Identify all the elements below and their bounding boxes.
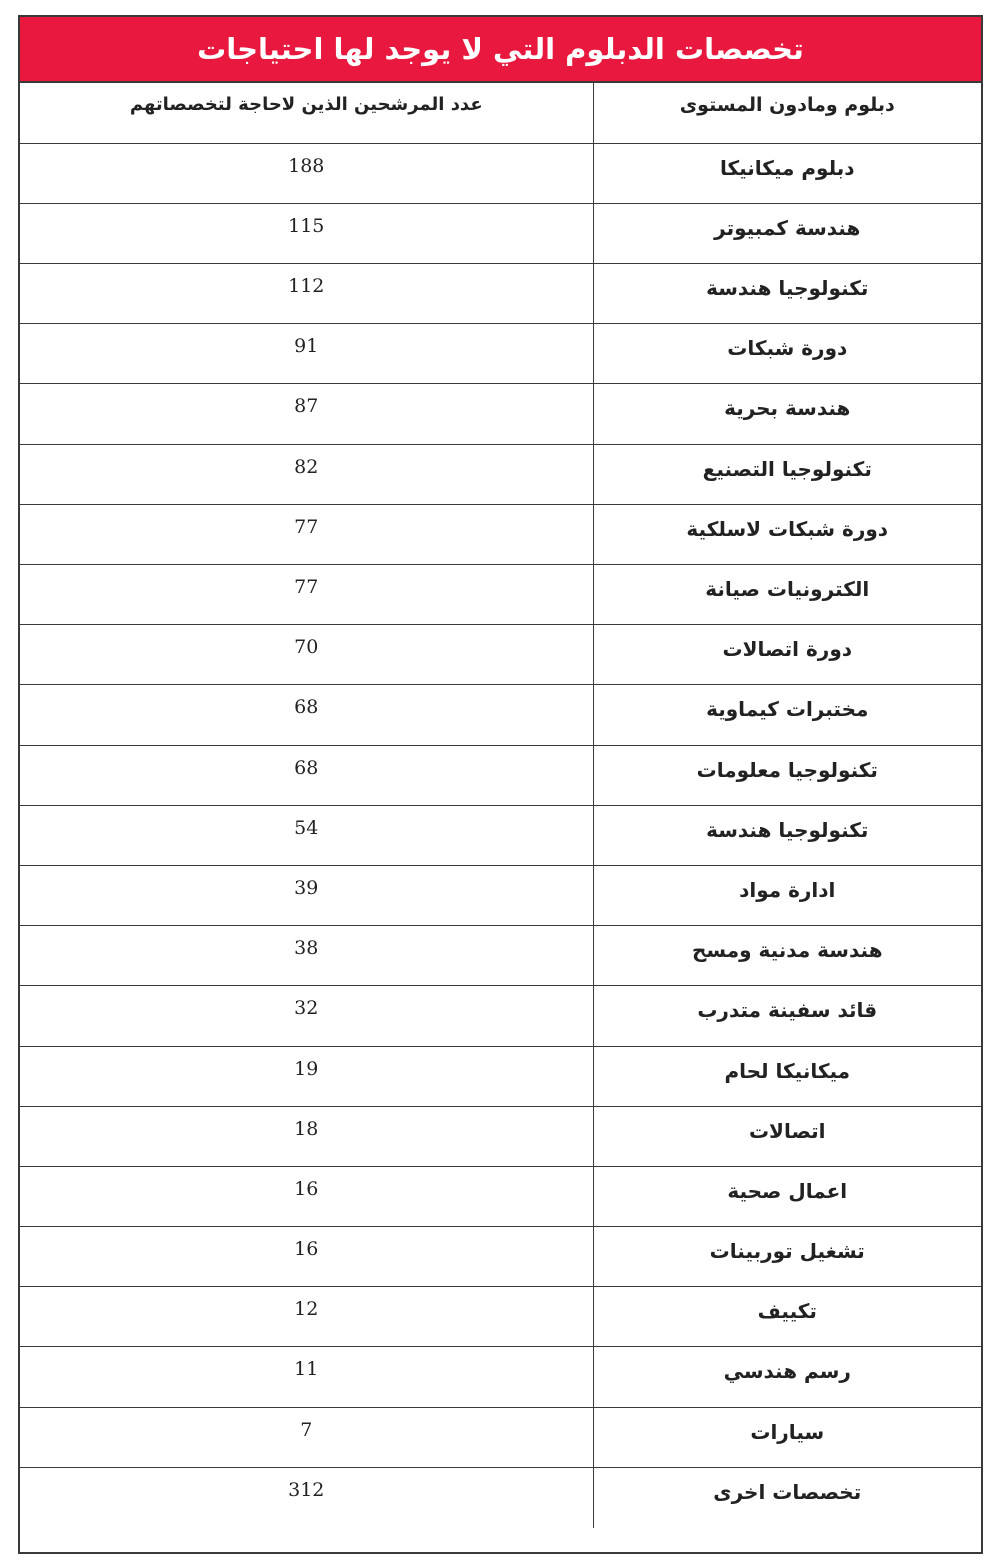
row-name-cell: اتصالات [593,1106,981,1166]
row-name-cell: ميكانيكا لحام [593,1046,981,1106]
table-row [20,805,981,865]
row-name-cell: مختبرات كيماوية [593,685,981,745]
table-row [20,444,981,504]
row-count-cell: 70 [20,625,593,685]
row-name-cell: سيارات [593,1407,981,1467]
table-row [20,143,981,203]
row-name-cell: هندسة مدنية ومسح [593,926,981,986]
table-body [20,83,981,1528]
row-count-cell: 82 [20,444,593,504]
row-name-cell: الكترونيات صيانة [593,565,981,625]
table-row [20,264,981,324]
row-name-cell: هندسة كمبيوتر [593,203,981,263]
table-row [20,384,981,444]
table-row [20,504,981,564]
row-name-cell: تكنولوجيا التصنيع [593,444,981,504]
table-row [20,1046,981,1106]
data-table [20,83,981,1528]
row-count-cell: 54 [20,805,593,865]
count-column-header: عدد المرشحين الذين لاحاجة لتخصصاتهم [20,83,593,143]
row-count-cell: 16 [20,1227,593,1287]
row-name-cell: هندسة بحرية [593,384,981,444]
row-count-cell: 87 [20,384,593,444]
row-count-cell: 39 [20,865,593,925]
row-count-cell: 115 [20,203,593,263]
header-row [20,83,981,143]
name-column-header: دبلوم ومادون المستوى [593,83,981,143]
table-row [20,625,981,685]
row-count-cell: 188 [20,143,593,203]
row-count-cell: 91 [20,324,593,384]
row-name-cell: قائد سفينة متدرب [593,986,981,1046]
table-row [20,1467,981,1527]
table-row [20,745,981,805]
row-count-cell: 38 [20,926,593,986]
table-row [20,1106,981,1166]
table-title: تخصصات الدبلوم التي لا يوجد لها احتياجات [20,17,981,83]
table-row [20,1407,981,1467]
diploma-table [18,15,983,1554]
row-count-cell: 11 [20,1347,593,1407]
table-row [20,986,981,1046]
row-name-cell: تكنولوجيا معلومات [593,745,981,805]
row-name-cell: تكنولوجيا هندسة [593,264,981,324]
row-name-cell: رسم هندسي [593,1347,981,1407]
row-name-cell: اعمال صحية [593,1166,981,1226]
table-row [20,926,981,986]
table-row [20,1166,981,1226]
row-count-cell: 77 [20,504,593,564]
row-count-cell: 16 [20,1166,593,1226]
row-count-cell: 32 [20,986,593,1046]
table-row [20,324,981,384]
table-row [20,565,981,625]
table-row [20,865,981,925]
row-count-cell: 18 [20,1106,593,1166]
row-count-cell: 7 [20,1407,593,1467]
row-count-cell: 68 [20,685,593,745]
table-row [20,1347,981,1407]
row-count-cell: 112 [20,264,593,324]
row-name-cell: دبلوم ميكانيكا [593,143,981,203]
row-count-cell: 19 [20,1046,593,1106]
table-row [20,1287,981,1347]
row-count-cell: 68 [20,745,593,805]
row-name-cell: تكييف [593,1287,981,1347]
row-name-cell: دورة شبكات لاسلكية [593,504,981,564]
row-name-cell: تشغيل توربينات [593,1227,981,1287]
row-count-cell: 77 [20,565,593,625]
table-row [20,685,981,745]
row-name-cell: تخصصات اخرى [713,1479,862,1504]
table-row [20,1227,981,1287]
row-count-cell: 12 [20,1287,593,1347]
row-name-cell: دورة اتصالات [593,625,981,685]
row-count-cell: 312 [20,1467,593,1527]
row-name-cell: تكنولوجيا هندسة [593,805,981,865]
table-row [20,203,981,263]
row-name-cell: ادارة مواد [593,865,981,925]
row-name-cell: دورة شبكات [593,324,981,384]
